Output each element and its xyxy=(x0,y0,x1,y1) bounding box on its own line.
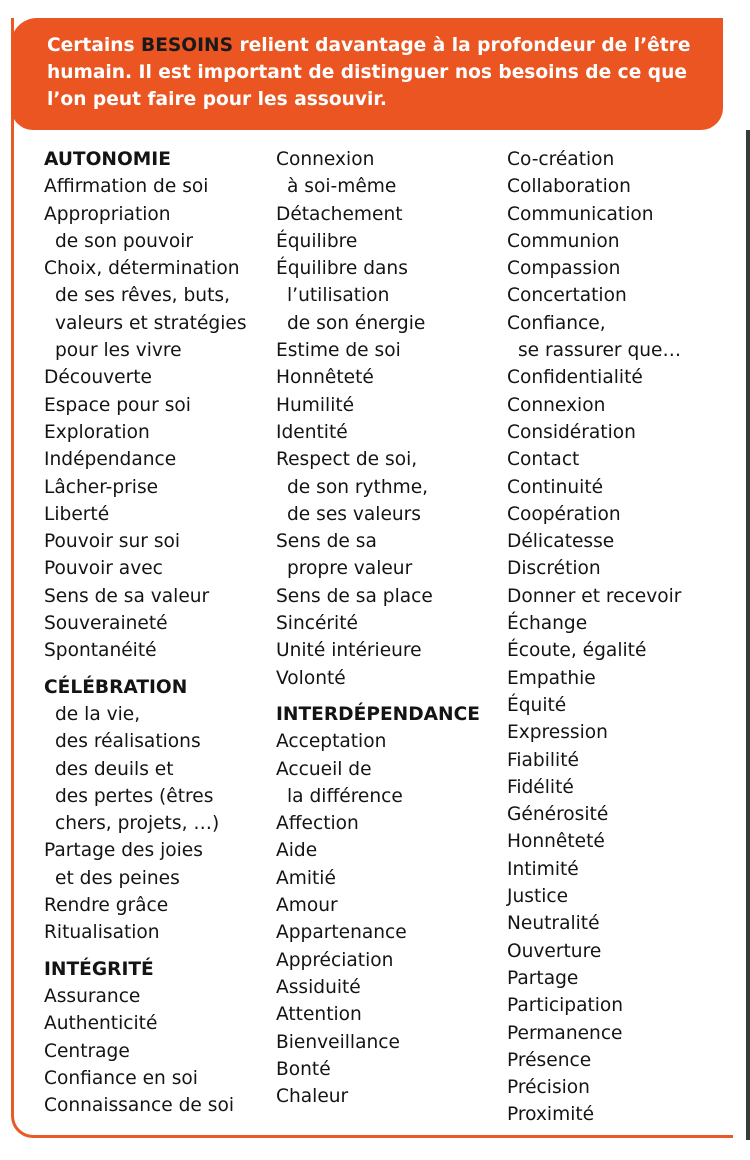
need-item: Rendre grâce xyxy=(44,895,169,917)
section-gap xyxy=(44,947,247,956)
need-item: Proximité xyxy=(507,1104,595,1126)
need-item: Authenticité xyxy=(44,1013,158,1035)
need-item: Coopération xyxy=(507,503,621,525)
need-item: Ritualisation xyxy=(44,922,160,944)
need-item: Pouvoir sur soi xyxy=(44,531,181,553)
needs-column-2 xyxy=(276,146,480,1110)
need-item: Appropriation xyxy=(44,203,171,225)
need-item: Aide xyxy=(276,840,318,862)
need-item: des pertes (êtres xyxy=(55,785,214,807)
need-item: Spontanéité xyxy=(44,640,157,662)
need-item: de son énergie xyxy=(287,312,426,334)
need-item: Sens de sa valeur xyxy=(44,585,210,607)
need-item: Équilibre xyxy=(276,230,358,252)
need-item: Lâcher-prise xyxy=(44,476,159,498)
intro-keyword: BESOINS xyxy=(141,35,233,56)
need-item: de ses rêves, buts, xyxy=(55,285,230,307)
need-item: Humilité xyxy=(276,394,355,416)
need-item: Équilibre dans xyxy=(276,258,408,280)
need-item: Souveraineté xyxy=(44,613,168,635)
need-item: Confiance, xyxy=(507,312,606,334)
need-item: Espace pour soi xyxy=(44,394,191,416)
need-item: valeurs et stratégies xyxy=(55,312,247,334)
need-item: chers, projets, …) xyxy=(55,813,220,835)
need-item: Honnêteté xyxy=(507,831,605,853)
need-item: Volonté xyxy=(276,667,346,689)
need-item: Co-création xyxy=(507,149,615,170)
need-item: l’utilisation xyxy=(287,285,390,307)
need-item: Centrage xyxy=(44,1040,130,1062)
need-item: Écoute, égalité xyxy=(507,640,647,662)
need-item: et des peines xyxy=(55,867,180,889)
need-item: de son rythme, xyxy=(287,476,429,498)
needs-column-3 xyxy=(507,146,681,1129)
need-item: Attention xyxy=(276,1004,362,1026)
need-item: Assurance xyxy=(44,985,141,1007)
category-heading: INTERDÉPENDANCE xyxy=(276,703,480,725)
need-item: Accueil de xyxy=(276,758,372,780)
need-item: Communication xyxy=(507,203,654,225)
need-item: Générosité xyxy=(507,804,609,826)
need-item: de son pouvoir xyxy=(55,230,194,252)
need-item: Acceptation xyxy=(276,731,387,753)
need-item: Empathie xyxy=(507,667,596,689)
need-item: Connexion xyxy=(276,149,375,170)
need-item: Ouverture xyxy=(507,940,602,962)
need-item: des deuils et xyxy=(55,758,174,780)
section-gap xyxy=(44,665,247,674)
need-item: Justice xyxy=(507,886,569,908)
need-item: Choix, détermination xyxy=(44,258,240,280)
need-item: Discrétion xyxy=(507,558,601,580)
need-item: Découverte xyxy=(44,367,152,389)
need-item: Appréciation xyxy=(276,949,394,971)
need-item: Participation xyxy=(507,995,624,1017)
need-item: pour les vivre xyxy=(55,340,182,362)
need-item: Détachement xyxy=(276,203,403,225)
intro-banner xyxy=(11,18,723,130)
need-item: de ses valeurs xyxy=(287,503,421,525)
need-item: Communion xyxy=(507,230,620,252)
need-item: Partage des joies xyxy=(44,840,203,862)
need-item: la différence xyxy=(287,785,403,807)
need-item: Amour xyxy=(276,895,338,917)
need-item: Sens de sa place xyxy=(276,585,433,607)
need-item: Confiance en soi xyxy=(44,1067,198,1089)
need-item: Donner et recevoir xyxy=(507,585,682,607)
category-heading: INTÉGRITÉ xyxy=(44,958,154,980)
need-item: Compassion xyxy=(507,258,621,280)
need-item: Neutralité xyxy=(507,913,600,935)
need-item: Bonté xyxy=(276,1058,331,1080)
need-item: Concertation xyxy=(507,285,627,307)
need-item: de la vie, xyxy=(55,703,141,725)
need-item: Intimité xyxy=(507,858,579,880)
need-item: Collaboration xyxy=(507,176,631,198)
need-item: Équité xyxy=(507,694,567,716)
need-item: Amitié xyxy=(276,867,336,889)
need-item: Exploration xyxy=(44,421,150,443)
need-item: Indépendance xyxy=(44,449,177,471)
need-item: Respect de soi, xyxy=(276,449,418,471)
need-item: Expression xyxy=(507,722,608,744)
need-item: Connexion xyxy=(507,394,606,416)
need-item: Identité xyxy=(276,421,348,443)
need-item: Confidentialité xyxy=(507,367,643,389)
need-item: Affection xyxy=(276,813,359,835)
need-item: Unité intérieure xyxy=(276,640,422,662)
need-item: Affirmation de soi xyxy=(44,176,209,198)
need-item: Bienveillance xyxy=(276,1031,400,1053)
category-heading: AUTONOMIE xyxy=(44,149,171,170)
need-item: Fiabilité xyxy=(507,749,579,771)
need-item: Liberté xyxy=(44,503,110,525)
need-item: Pouvoir avec xyxy=(44,558,163,580)
need-item: Contact xyxy=(507,449,580,471)
section-gap xyxy=(276,692,480,701)
need-item: Fidélité xyxy=(507,776,574,798)
need-item: Chaleur xyxy=(276,1086,349,1108)
need-item: Sincérité xyxy=(276,613,358,635)
need-item: Appartenance xyxy=(276,922,407,944)
need-item: Assiduité xyxy=(276,976,361,998)
category-heading: CÉLÉBRATION xyxy=(44,676,188,698)
need-item: Considération xyxy=(507,421,636,443)
need-item: Permanence xyxy=(507,1022,623,1044)
need-item: à soi-même xyxy=(287,176,397,198)
need-item: Estime de soi xyxy=(276,340,401,362)
need-item: se rassurer que… xyxy=(518,340,682,362)
need-item: Sens de sa xyxy=(276,531,377,553)
need-item: Honnêteté xyxy=(276,367,374,389)
need-item: propre valeur xyxy=(287,558,413,580)
intro-text-end: relient davantage à la profondeur de l’être humain. Il est important de distinguer nos besoins de ce que l’on peut faire pour les assouvir. xyxy=(47,35,691,110)
need-item: Précision xyxy=(507,1077,590,1099)
need-item: Partage xyxy=(507,967,579,989)
need-item: Présence xyxy=(507,1049,592,1071)
need-item: Continuité xyxy=(507,476,604,498)
need-item: des réalisations xyxy=(55,731,201,753)
needs-column-1 xyxy=(44,146,247,1119)
need-item: Échange xyxy=(507,613,588,635)
intro-text-start: Certains xyxy=(47,35,142,56)
need-item: Connaissance de soi xyxy=(44,1095,234,1117)
page-edge xyxy=(746,130,750,1140)
need-item: Délicatesse xyxy=(507,531,615,553)
